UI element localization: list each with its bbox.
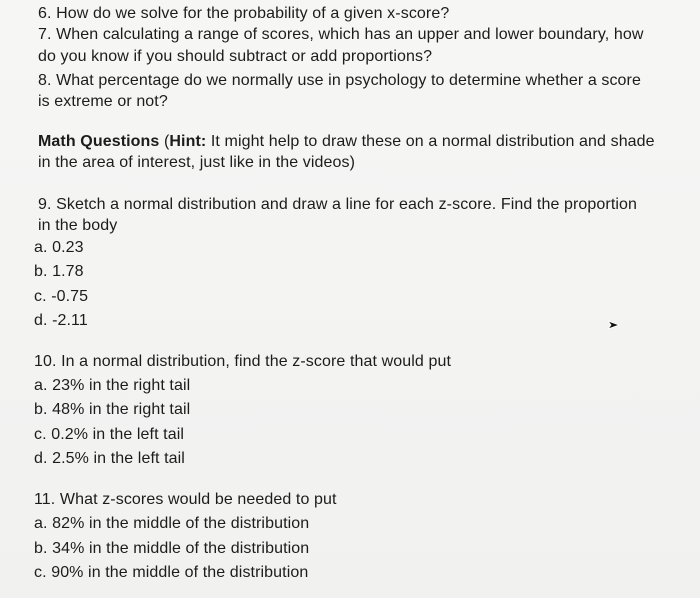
- question-11-line-1: 11. What z-scores would be needed to put: [34, 491, 337, 508]
- question-9-line-2: in the body: [38, 217, 118, 234]
- question-9-item-b: b. 1.78: [34, 263, 84, 280]
- math-questions-heading: [38, 131, 655, 153]
- mouse-pointer-icon: [606, 318, 620, 332]
- question-9-line-1: 9. Sketch a normal distribution and draw a line for each z-score. Find the proportion: [38, 196, 638, 213]
- question-10-line-1: 10. In a normal distribution, find the z-score that would put: [34, 353, 451, 370]
- question-11-item-b: b. 34% in the middle of the distribution: [34, 540, 310, 557]
- math-questions-label: Math Questions: [38, 133, 160, 150]
- question-11-item-c: c. 90% in the middle of the distribution: [34, 564, 309, 581]
- question-7-line-1: 7. When calculating a range of scores, which has an upper and lower boundary, how: [38, 26, 644, 43]
- question-10-item-d: d. 2.5% in the left tail: [34, 450, 185, 467]
- math-hint-line-2: in the area of interest, just like in the videos): [38, 154, 356, 171]
- hint-label: Hint:: [169, 133, 207, 150]
- question-9-item-d: d. -2.11: [34, 312, 88, 329]
- question-11-item-a: a. 82% in the middle of the distribution: [34, 515, 310, 532]
- question-8-line-2: is extreme or not?: [38, 93, 168, 110]
- question-10-item-b: b. 48% in the right tail: [34, 401, 191, 418]
- question-9-item-a: a. 0.23: [34, 239, 84, 256]
- question-9-item-c: c. -0.75: [34, 288, 89, 305]
- question-6: 6. How do we solve for the probability of a given x-score?: [38, 5, 450, 22]
- question-8-line-1: 8. What percentage do we normally use in psychology to determine whether a score: [38, 72, 641, 89]
- question-10-item-a: a. 23% in the right tail: [34, 377, 191, 394]
- question-7-line-2: do you know if you should subtract or add proportions?: [38, 48, 433, 65]
- question-10-item-c: c. 0.2% in the left tail: [34, 426, 185, 443]
- math-hint-text: It might help to draw these on a normal distribution and shade: [206, 133, 655, 150]
- paren-open: (: [159, 133, 170, 150]
